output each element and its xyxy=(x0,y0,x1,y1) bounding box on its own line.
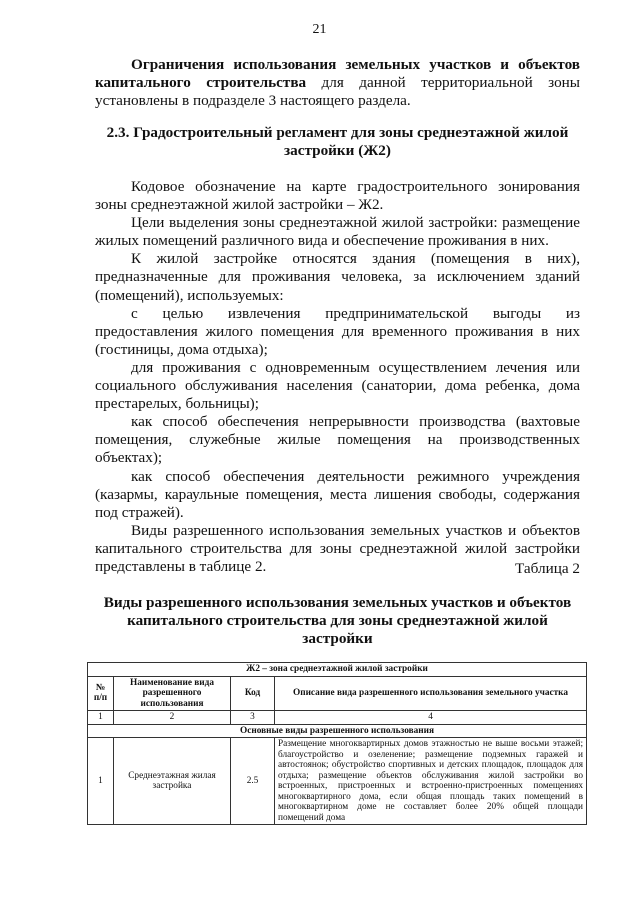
table-caption: Таблица 2 xyxy=(515,560,580,577)
zone-header: Ж2 – зона среднеэтажной жилой застройки xyxy=(88,663,587,677)
group-label: Основные виды разрешенного использования xyxy=(88,724,587,738)
use-description: Размещение многоквартирных домов этажностью не выше восьми этажей; благоустройство и озеленение; размещение подземных гаражей и автостоянок; обустройство спортивных и детских площадок, площадок для отдыха; размещение объектов обслуживания жилой застройки во встроенных, пристроенных и встроенно-пристроенных помещениях многоквартирного дома, если общая площадь таких помещений в многоквартирном доме не составляет более 20% общей площади помещений дома xyxy=(275,738,587,825)
table-row xyxy=(88,738,587,825)
use-code: 2.5 xyxy=(231,738,275,825)
paragraph: К жилой застройке относятся здания (помещения в них), предназначенные для проживания человека, за исключением зданий (помещений), используемых: xyxy=(95,250,580,304)
column-header: Код xyxy=(231,676,275,711)
intro-paragraph xyxy=(95,56,580,110)
paragraph: для проживания с одновременным осуществлением лечения или социального обслуживания населения (санатории, дома ребенка, дома престарелых, больницы); xyxy=(95,358,580,413)
use-name: Среднеэтажная жилая застройка xyxy=(114,738,231,825)
zone-header-row xyxy=(88,663,587,677)
column-number: 4 xyxy=(275,711,587,725)
regulation-table xyxy=(87,662,587,825)
paragraph: как способ обеспечения непрерывности производства (вахтовые помещения, служебные жилые помещения на производственных объектах); xyxy=(95,413,580,467)
intro-rest-text: для данной территориальной зоны установлены в подразделе 3 настоящего раздела. xyxy=(95,74,580,110)
section-heading: 2.3. Градостроительный регламент для зоны среднеэтажной жилой застройки (Ж2) xyxy=(106,124,569,159)
column-number: 3 xyxy=(231,711,275,725)
column-number-row xyxy=(88,711,587,725)
body-text xyxy=(95,178,580,576)
column-header: Описание вида разрешенного использования земельного участка xyxy=(275,676,587,711)
paragraph: с целью извлечения предпринимательской выгоды из предоставления жилого помещения для временного проживания в них (гостиницы, дома отдыха); xyxy=(95,304,580,358)
table-title: Виды разрешенного использования земельных участков и объектов капитального строительства для зоны среднеэтажной жилой застройки xyxy=(103,594,572,647)
group-row xyxy=(88,724,587,738)
paragraph: как способ обеспечения деятельности режимного учреждения (казармы, караульные помещения, места лишения свободы, содержания под стражей). xyxy=(95,467,580,521)
paragraph: Кодовое обозначение на карте градостроительного зонирования зоны среднеэтажной жилой застройки – Ж2. xyxy=(95,178,580,214)
intro-bold-text: Ограничения использования земельных участков и объектов капитального строительства xyxy=(95,56,580,92)
column-header-row xyxy=(88,676,587,711)
column-header: № п/п xyxy=(88,676,114,711)
row-number: 1 xyxy=(88,738,114,825)
paragraph: Цели выделения зоны среднеэтажной жилой застройки: размещение жилых помещений различного вида и обеспечение проживания в них. xyxy=(95,214,580,250)
paragraph: Виды разрешенного использования земельных участков и объектов капитального строительства для зоны среднеэтажной жилой застройки представлены в таблице 2. xyxy=(95,521,580,575)
column-header: Наименование вида разрешенного использования xyxy=(114,676,231,711)
column-number: 1 xyxy=(88,711,114,725)
column-number: 2 xyxy=(114,711,231,725)
page-number: 21 xyxy=(312,22,327,37)
